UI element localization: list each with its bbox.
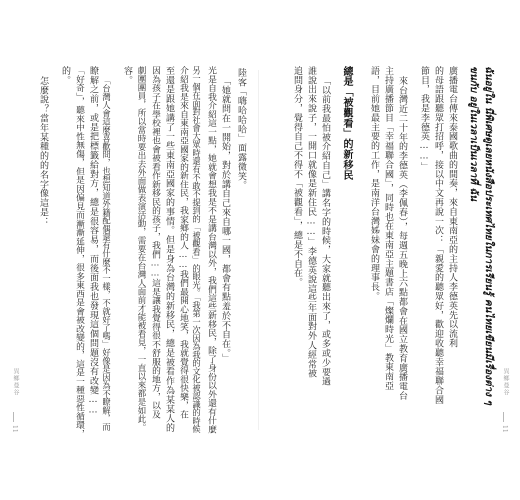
right-paragraph-5: 主持廣播節目「幸福聯合國」，同時也在東南亞主題書店「燦爛時光」教東南亞 [383, 66, 393, 391]
running-head-right: 異鄉曼谷 [502, 368, 509, 396]
page-number-left: 11 [11, 425, 18, 433]
left-paragraph-12: 「好奇」，聽來中性無傷，但是因偏見而漸漸延伸，很多東西是會被改變的，這是一種惡性循環， [74, 66, 84, 438]
left-paragraph-6: 至還是跟她講了一些東南亞國家的事情。但是身為台灣的新移民，總是被看作為某某人的 [164, 66, 174, 433]
left-paragraph-13: 的。 [60, 66, 70, 85]
left-paragraph-1: 陸客「嗨哈哈哈」面露微笑。 [236, 68, 246, 191]
gutter [258, 70, 259, 430]
left-paragraph-10: 「台灣人會這麼喜歡問，也想知道外籍配偶還有什麼不一樣，不就好了嗎」好像是因為不瞭解，而 [102, 76, 112, 431]
left-paragraph-14: 怎麼說？當年某種的的名字像這是： [38, 76, 48, 227]
left-paragraph-5: 介紹我是來自東南亞國家的新住民，我家鄉的人……我們最開心地笑，我就覺得很快樂，在 [178, 66, 188, 419]
running-head-left: 異鄉曼谷 [12, 368, 19, 396]
right-paragraph-3: 節目，我是李德英……」 [419, 66, 429, 172]
right-paragraph-6: 語，目前她最主要的工作，是南洋台灣姊妹會的理事長。 [369, 66, 379, 301]
right-paragraph-8: 誰說出來說子，一開口就像是新住民……」李德英說這些年面對外人經常被 [306, 66, 316, 379]
thai-heading-line-2: ขนกับ อยู่ในเวลาเป็นเวลาที่ ฉัน [468, 66, 479, 202]
folio-bar-left [13, 412, 14, 422]
left-paragraph-4: 另一個在面對社會大眾時還有不敢不提到的「被觀看」的眼光。「我第一次因為我的文化被認識的時候 [192, 66, 202, 434]
right-paragraph-7: 「以前我最怕被介紹自己」講名字的時候，大家就聽出來了，或多或少要過 [320, 76, 330, 387]
left-paragraph-2: 「她就問在一開始，對於講自己來自哪一國，都會有點羞於不自在。」 [220, 76, 230, 363]
left-paragraph-8: 劇團團員，所以當時要出去外面做表演活動，需要在台灣人面前才能被看見，一直以來都是如此。 [136, 66, 146, 432]
left-paragraph-3: 光是自我介紹這一點，她就會想我是不是講台灣以外，我們這些新移民，除了身份以外還有什麼 [206, 66, 216, 434]
left-paragraph-9: 容。 [122, 66, 132, 85]
folio-bar-right [503, 412, 504, 422]
left-paragraph-11: 瞭解之前，或是把標籤給對方，總是很容易，而後面我也發現這個問題沒有改變…… [88, 66, 98, 416]
page-number-right: 11 [501, 425, 508, 433]
thai-heading-line-1: ฉันอยู่ใน นี่พิเศษดูเลยหนังสือประเทศไทยในการเรียนรู้ คนไทยเขียนมีเรื่องต่าง ๆ [483, 66, 494, 405]
right-paragraph-4: 來台灣近二十年的李德英（李佩春），每週五晚上六點都會在國立教育廣播電台 [397, 76, 407, 401]
right-paragraph-2: 的母語跟聽眾打招呼，接以中文再說一次：「親愛的聽眾好，歡迎收聽幸福聯合國 [433, 66, 443, 405]
right-paragraph-1: 廣播電台傳來泰國歌曲的間奏，來自東南亞的主持人李德英先以流利 [447, 66, 457, 348]
left-paragraph-7: 因為孩子在學校裡也會被看作新移民的孩子，我們……這是讓我覺得很不舒服的地方，以及 [150, 66, 160, 419]
section-subheading: 總是「被觀看」的新移民 [341, 66, 352, 181]
right-paragraph-9: 追問身分，覺得自己不得不「被觀看」，總是不自在。 [292, 66, 302, 288]
